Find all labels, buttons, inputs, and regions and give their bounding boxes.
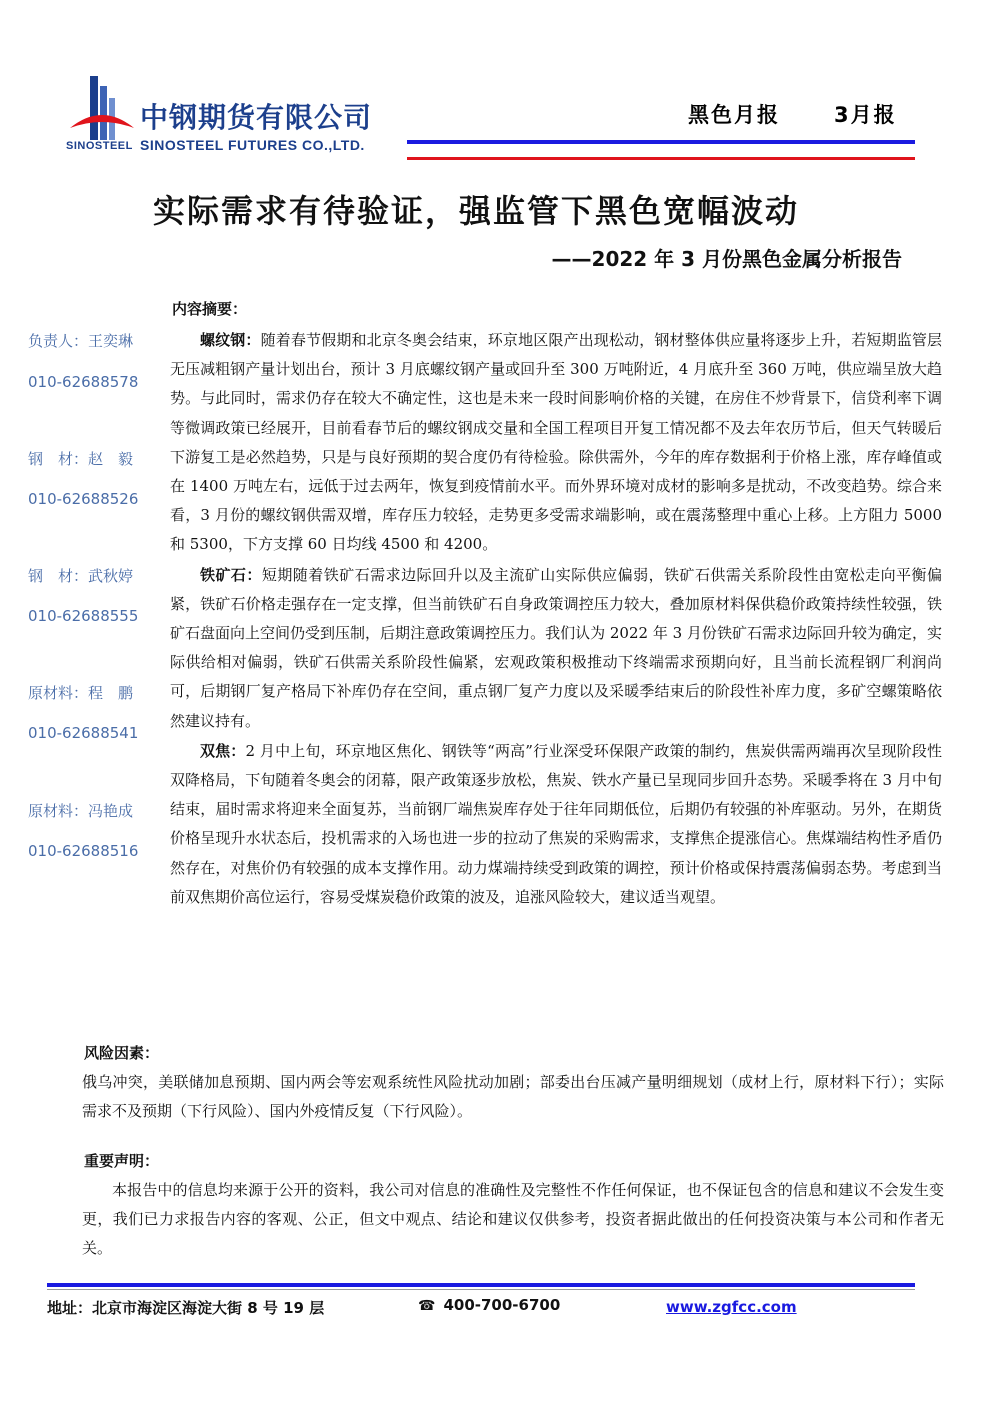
company-name-cn: 中钢期货有限公司 bbox=[140, 101, 373, 134]
footer-address: 地址：北京市海淀区海淀大街 8 号 19 层 bbox=[47, 1299, 325, 1317]
paragraph-lead: 螺纹钢： bbox=[200, 331, 261, 349]
disclaimer-heading: 重要声明： bbox=[84, 1152, 160, 1170]
abstract-paragraph-rebar bbox=[170, 326, 942, 560]
report-month: 3月报 bbox=[834, 103, 897, 127]
logo-wordmark: SINOSTEEL bbox=[66, 140, 133, 152]
contact-label: 钢 材：赵 毅 bbox=[28, 450, 134, 468]
paragraph-lead: 铁矿石： bbox=[200, 565, 262, 584]
disclaimer-text: 本报告中的信息均来源于公开的资料，我公司对信息的准确性及完整性不作任何保证，也不保证包含的信息和建议不会发生变更，我们已力求报告内容的客观、公正，但文中观点、结论和建议仅供参考，投资者据此做出的任何投资决策与本公司和作者无关。 bbox=[82, 1181, 944, 1257]
company-name-en: SINOSTEEL FUTURES CO.,LTD. bbox=[140, 137, 365, 153]
report-title: 实际需求有待验证，强监管下黑色宽幅波动 bbox=[152, 192, 799, 230]
footer-divider-thin bbox=[47, 1289, 915, 1290]
paragraph-text: 随着春节假期和北京冬奥会结束，环京地区限产出现松动，钢材整体供应量将逐步上升，若短期监管层无压减粗钢产量计划出台，预计 3 月底螺纹钢产量或回升至 300 万吨附近，4 月底升至 360 万吨，供应端呈放大趋势。与此同时，需求仍存在较大不确定性，这也是未来一段时间影响价格的关键，在房住不炒背景下，信贷利率下调等微调政策已经展开，目前看春节后的螺纹钢成交量和全国工程项目开复工情况都不及去年农历节后，但天气转暖后下游复工是必然趋势，只是与良好预期的契合度仍有待检验。除供需外，今年的库存数据利于价格上涨，库存峰值或在 1400 万吨左右，远低于过去两年，恢复到疫情前水平。而外界环境对成材的影响多是扰动，不改变趋势。综合来看，3 月份的螺纹钢供需双增，库存压力较轻，走势更多受需求端影响，或在震荡整理中重心上移。上方阻力 5000 和 5300，下方支撑 60 日均线 4500 和 4200。 bbox=[170, 331, 942, 554]
abstract-heading: 内容摘要： bbox=[172, 300, 248, 318]
contact-phone: 010-62688541 bbox=[28, 724, 139, 742]
contact-label: 负责人：王奕琳 bbox=[28, 332, 134, 350]
contact-label: 钢 材：武秋婷 bbox=[28, 567, 134, 585]
risk-heading: 风险因素： bbox=[84, 1044, 160, 1062]
report-subtitle: ——2022 年 3 月份黑色金属分析报告 bbox=[551, 247, 902, 271]
contact-phone: 010-62688526 bbox=[28, 490, 139, 508]
contact-phone: 010-62688555 bbox=[28, 607, 139, 625]
header-divider-red bbox=[407, 157, 915, 160]
paragraph-text: 短期随着铁矿石需求边际回升以及主流矿山实际供应偏弱，铁矿石供需关系阶段性由宽松走向平衡偏紧，铁矿石价格走强存在一定支撑，但当前铁矿石自身政策调控压力较大，叠加原材料保供稳价政策持续性较强，铁矿石盘面向上空间仍受到压制，后期注意政策调控压力。我们认为 2022 年 3 月份铁矿石需求边际回升较为确定，实际供给相对偏弱，铁矿石供需关系阶段性偏紧，宏观政策积极推动下终端需求预期向好，且当前长流程钢厂利润尚可，后期钢厂复产格局下补库仍存在空间，重点钢厂复产力度以及采暖季结束后的阶段性补库力度，多矿空螺策略依然建议持有。 bbox=[170, 565, 942, 730]
abstract-paragraph-coke bbox=[170, 737, 942, 912]
phone-icon: ☎ bbox=[418, 1298, 436, 1314]
contact-label: 原材料：冯艳成 bbox=[28, 802, 134, 820]
contact-label: 原材料：程 鹏 bbox=[28, 684, 134, 702]
paragraph-text: 2 月中上旬，环京地区焦化、钢铁等“两高”行业深受环保限产政策的制约，焦炭供需两端再次呈现阶段性双降格局，下旬随着冬奥会的闭幕，限产政策逐步放松，焦炭、铁水产量已呈现同步回升态势。采暖季将在 3 月中旬结束，届时需求将迎来全面复苏，当前钢厂端焦炭库存处于往年同期低位，后期仍有较强的补库驱动。另外，在期货价格呈现升水状态后，投机需求的入场也进一步的拉动了焦炭的采购需求，支撑焦企提涨信心。焦煤端结构性矛盾仍然存在，对焦价仍有较强的成本支撑作用。动力煤端持续受到政策的调控，预计价格或保持震荡偏弱态势。考虑到当前双焦期价高位运行，容易受煤炭稳价政策的波及，追涨风险较大，建议适当观望。 bbox=[170, 741, 942, 906]
website-link[interactable]: www.zgfcc.com bbox=[666, 1298, 797, 1316]
abstract-paragraph-iron-ore bbox=[170, 561, 942, 736]
contact-phone: 010-62688578 bbox=[28, 373, 139, 391]
abstract-body bbox=[170, 326, 942, 913]
risk-text: 俄乌冲突，美联储加息预期、国内两会等宏观系统性风险扰动加剧；部委出台压减产量明细规划（成材上行，原材料下行）；实际需求不及预期（下行风险）、国内外疫情反复（下行风险）。 bbox=[82, 1073, 944, 1120]
report-type: 黑色月报 bbox=[688, 103, 780, 127]
phone-number: 400-700-6700 bbox=[443, 1296, 561, 1314]
footer-phone bbox=[418, 1296, 560, 1314]
header-divider-blue bbox=[407, 140, 915, 144]
contact-phone: 010-62688516 bbox=[28, 842, 139, 860]
footer-divider-blue bbox=[47, 1283, 915, 1287]
paragraph-lead: 双焦： bbox=[200, 741, 246, 760]
